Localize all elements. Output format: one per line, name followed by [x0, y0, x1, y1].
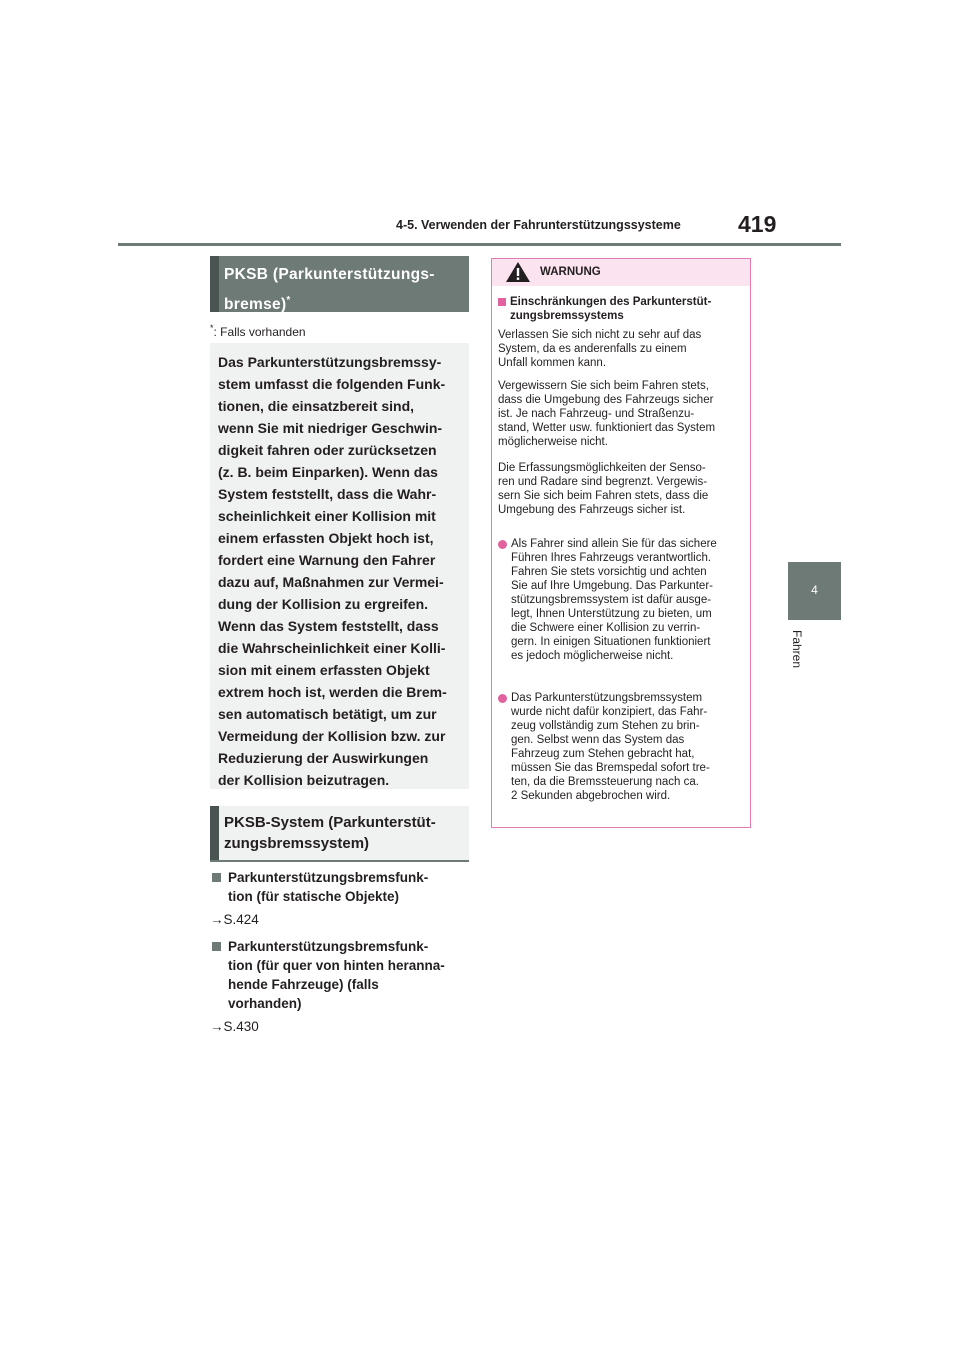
intro-line: der Kollision beizutragen.: [218, 772, 390, 788]
intro-line: wenn Sie mit niedriger Geschwin-: [218, 420, 443, 436]
intro-line: sion mit einem erfassten Objekt: [218, 662, 430, 678]
heading-bar: [210, 256, 219, 312]
section-heading-pksb: [210, 256, 469, 312]
intro-line: digkeit fahren oder zurücksetzen: [218, 442, 437, 458]
chapter-number: 4: [811, 583, 818, 597]
header-rule: [118, 243, 841, 246]
intro-line: Das Parkunterstützungsbremssy-: [218, 354, 442, 370]
circle-bullet-icon: [498, 694, 507, 703]
warning-paragraph: Die Erfassungsmöglichkeiten der Senso- ren und Radare sind begrenzt. Vergewis- sern Sie sich beim Fahren stets, dass die Umgebung des Fahrzeugs sicher ist.: [498, 462, 709, 516]
section-heading-pksb-system: [210, 806, 469, 862]
intro-line: System feststellt, dass die Wahr-: [218, 486, 437, 502]
circle-bullet-icon: [498, 540, 507, 549]
warning-header: [492, 259, 750, 286]
square-bullet-icon: [212, 942, 221, 951]
warning-paragraph: Vergewissern Sie sich beim Fahren stets, dass die Umgebung des Fahrzeugs sicher ist. Je nach Fahrzeug- und Straßenzu- stand, Wetter usw. funktioniert das System möglicherweise nicht.: [498, 380, 716, 448]
intro-line: extrem hoch ist, werden die Brem-: [218, 684, 447, 700]
square-bullet-icon: [498, 298, 506, 306]
intro-text: [218, 351, 464, 791]
intro-line: (z. B. beim Einparken). Wenn das: [218, 464, 438, 480]
intro-line: Wenn das System feststellt, dass: [218, 618, 439, 634]
intro-line: dung der Kollision zu ergreifen.: [218, 596, 429, 612]
intro-line: sen automatisch betätigt, um zur: [218, 706, 437, 722]
list-item: Parkunterstützungsbremsfunk- tion (für statische Objekte): [210, 868, 470, 908]
section-heading-text: PKSB (Parkunterstützungs- bremse)*: [224, 266, 435, 314]
list-item: Parkunterstützungsbremsfunk- tion (für quer von hinten heranna- hende Fahrzeuge) (falls vorhanden): [210, 937, 470, 1015]
intro-box: [210, 343, 469, 789]
intro-line: stem umfasst die folgenden Funk-: [218, 376, 446, 392]
chapter-side-tab[interactable]: [788, 562, 841, 620]
page-reference-link[interactable]: →S.424: [210, 912, 259, 927]
warning-box: WARNUNG Einschränkungen des Parkunterstüt- zungsbremssystems Verlassen Sie sich nicht zu sehr auf das System, da es anderenfalls zu einem Unfall kommen kann. Vergewissern Sie sich beim Fahren stets, dass die Umgebung des Fahrzeugs sicher ist. Je nach Fahrzeug- und Straßenzu- stand, Wetter usw. funktioniert das System möglicherweise nicht. Die Erfassungsmöglichkeiten der Senso- ren und Radare sind begrenzt. Vergewis- sern Sie sich beim Fahren stets, dass die Umgebung des Fahrzeugs sicher ist. Als Fahrer sind allein Sie für das sichere Führen Ihres Fahrzeugs verantwortlich. Fahren Sie stets vorsichtig und achten Sie auf Ihre Umgebung. Das Parkunter- stützungsbremssystem ist dafür ausge- legt, Ihnen Unterstützung zu bieten, um die Schwere einer Kollision zu verrin- gern. In einigen Situationen funktioniert es jedoch möglicherweise nicht. Das Parkunterstützungsbremssystem wurde nicht dafür konzipiert, das Fahr- zeug vollständig zum Stehen zu brin- gen. Selbst wenn das System das Fahrzeug zum Stehen gebracht hat, müssen Sie das Bremspedal sofort tre- ten, da die Bremssteuerung nach ca. 2 Sekunden abgebrochen wird.: [491, 258, 751, 828]
page-reference-link[interactable]: →S.430: [210, 1019, 259, 1034]
intro-line: Vermeidung der Kollision bzw. zur: [218, 728, 446, 744]
page-number: 419: [738, 211, 777, 237]
warning-paragraph: Verlassen Sie sich nicht zu sehr auf das System, da es anderenfalls zu einem Unfall kommen kann.: [498, 329, 702, 369]
intro-line: Reduzierung der Auswirkungen: [218, 750, 429, 766]
chapter-side-label: Fahren: [790, 630, 804, 669]
footnote: *: Falls vorhanden: [210, 323, 306, 339]
intro-line: fordert eine Warnung den Fahrer: [218, 552, 436, 568]
chapter-title: 4-5. Verwenden der Fahrunterstützungssysteme: [396, 218, 681, 232]
square-bullet-icon: [212, 873, 221, 882]
intro-line: dazu auf, Maßnahmen zur Vermei-: [218, 574, 444, 590]
warning-triangle-icon: [505, 261, 531, 283]
section-heading-text: PKSB-System (Parkunterstüt- zungsbremssystem): [224, 814, 436, 852]
heading-bar: [210, 806, 219, 860]
intro-line: die Wahrscheinlichkeit einer Kolli-: [218, 640, 446, 656]
warning-label: WARNUNG: [540, 266, 601, 278]
intro-line: scheinlichkeit einer Kollision mit: [218, 508, 436, 524]
intro-line: einem erfassten Objekt hoch ist,: [218, 530, 434, 546]
intro-line: tionen, die einsatzbereit sind,: [218, 398, 415, 414]
